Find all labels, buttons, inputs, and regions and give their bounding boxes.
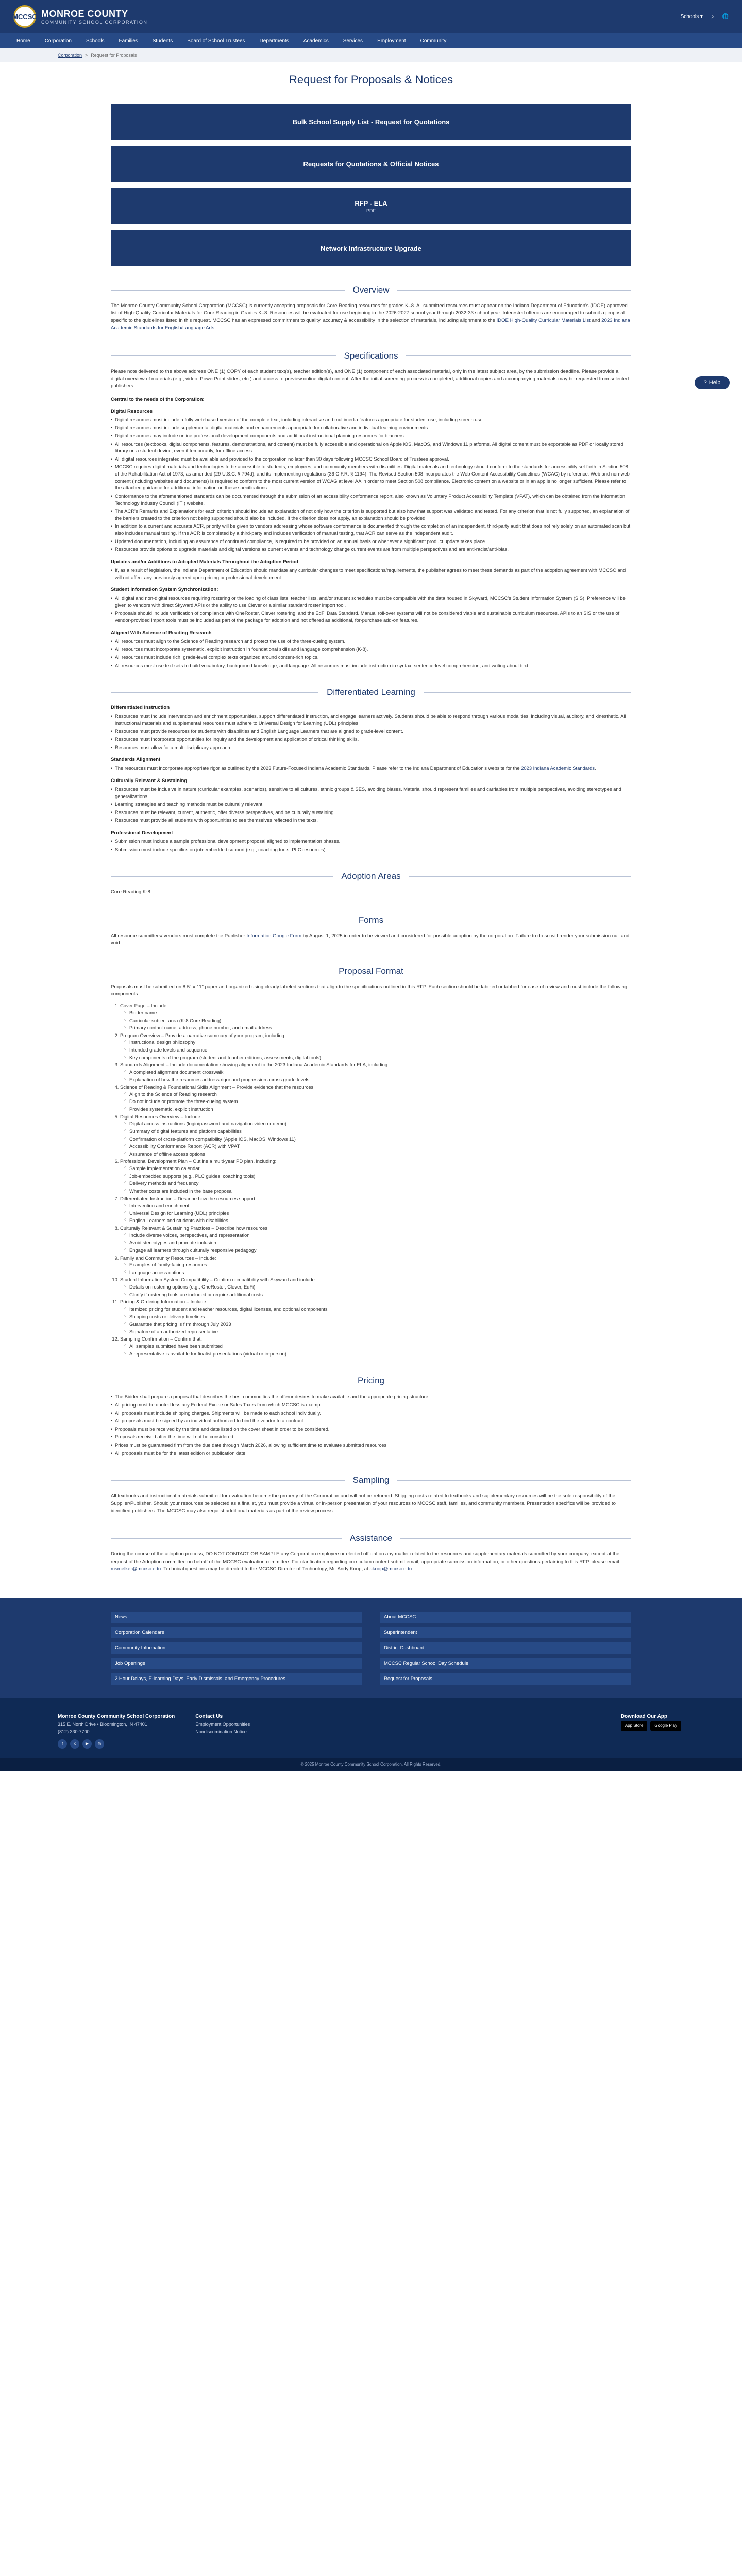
- list-item: • Submission must include specifics on job-embedded support (e.g., coaching tools, PLC resources).: [111, 846, 631, 853]
- cr-heading: Culturally Relevant & Sustaining: [111, 777, 188, 784]
- list-item: • Conformance to the aforementioned standards can be documented through the submission of an accessibility conformance report, also known as Voluntary Product Accessibility Template (VPAT), which can be obtained from the Information Technology Industry Council (ITI) website.: [111, 493, 631, 506]
- proposal-subitem: ○ Intended grade levels and sequence: [125, 1046, 631, 1054]
- digital-list: [111, 416, 631, 553]
- forms-text: All resource submitters/ vendors must complete the Publisher Information Google Form by August 1, 2025 in order to be viewed and considered for possible adoption by the corporation. Failure to do so will render your submission null and void.: [111, 933, 630, 946]
- proposal-subitem: ○ Avoid stereotypes and promote inclusion: [125, 1239, 631, 1246]
- google-play-button[interactable]: Google Play: [650, 1721, 681, 1732]
- twitter-icon[interactable]: x: [70, 1739, 79, 1749]
- footer-address: [58, 1713, 175, 1749]
- proposal-subitem: ○ Do not include or promote the three-cueing system: [125, 1098, 631, 1105]
- proposal-subitem: ○ Assurance of offline access options: [125, 1150, 631, 1158]
- sa-list: [111, 765, 631, 772]
- proposal-item-title: Sampling Confirmation – Confirm that:: [120, 1336, 202, 1342]
- assistance-text: During the course of the adoption process, DO NOT CONTACT OR SAMPLE any Corporation employee or elected official on any matter related to the resources and supplementary materials submitted by your company, except at the request of the Adoption committee on behalf of the MCCSC evaluation committee. For clarification regarding curriculum content submit email, appropriate submission information, or other questions pertaining to this RFP, please email msmelker@mccsc.edu. Technical questions may be directed to the MCCSC Director of Technology, Mr. Andy Koop, at akoop@mccsc.edu.: [111, 1551, 620, 1572]
- proposal-item-title: Pricing & Ordering Information – Include:: [120, 1299, 208, 1305]
- proposal-list: [120, 1002, 631, 1357]
- cr-list: [111, 786, 631, 824]
- card-title: Bulk School Supply List - Request for Quotations: [292, 117, 450, 126]
- proposal-subitem: ○ Clarify if rostering tools are included or require additional costs: [125, 1291, 631, 1298]
- nav-home[interactable]: Home: [16, 38, 30, 44]
- proposal-item: [120, 1158, 631, 1194]
- proposal-item-title: Cover Page – Include:: [120, 1003, 168, 1009]
- list-item: • Resources must be relevant, current, authentic, offer diverse perspectives, and be culturally sustaining.: [111, 809, 631, 816]
- specifications-text: Please note delivered to the above address ONE (1) COPY of each student text(s), teacher edition(s), and ONE (1) component of each associated material, only in the latest subject area, by the submission deadline. Please provide a digital overview of materials (e.g., video, PowerPoint slides, etc.) and access to preview online digital content. After the initial screening process is completed, additional copies and accompanying materials may be requested from selected publishers.: [111, 368, 629, 389]
- proposal-intro: Proposals must be submitted on 8.5" x 11" paper and organized using clearly labeled sections that align to the specifications outlined in this RFP. Each section should be labeled or tabbed for ease of review and must include the following components:: [111, 984, 628, 997]
- card-title: RFP - ELA: [355, 199, 387, 207]
- nav-departments[interactable]: Departments: [259, 38, 289, 44]
- social-links: [58, 1739, 175, 1749]
- proposal-item-title: Student Information System Compatibility – Confirm compatibility with Skyward and include:: [120, 1277, 316, 1283]
- proposal-subitem: ○ Intervention and enrichment: [125, 1202, 631, 1209]
- proposal-subitem: ○ Accessibility Conformance Report (ACR) with VPAT: [125, 1143, 631, 1150]
- footer-apps: [621, 1713, 684, 1749]
- proposal-subitem: ○ Provides systematic, explicit instruction: [125, 1106, 631, 1113]
- list-item: • All proposals must be for the latest edition or publication date.: [111, 1450, 631, 1457]
- footer-name: Monroe County Community School Corporation: [58, 1713, 175, 1719]
- breadcrumb-current: Request for Proposals: [91, 53, 137, 58]
- list-item: • Proposals should include verification of compliance with OneRoster, Clever rostering, and the EdFi Data Standard. Manual roll-over systems will not be considered viable and sustainable curriculum resources. APIs to an SIS or the use of vendor-provided import tools must be included as part of the package for adoption and not offered as additional, for-purchase add-on features.: [111, 609, 631, 623]
- section-title: Differentiated Learning: [327, 687, 415, 698]
- footer-phone[interactable]: (812) 330-7700: [58, 1729, 90, 1735]
- proposal-item: [120, 1032, 631, 1061]
- sampling-text: All textbooks and instructional materials submitted for evaluation become the property of the Corporation and will not be returned. Shipping costs related to textbooks and supplementary resources will be the sole responsibility of the Supplier/Publisher. Should your resources be selected as a finalist, you must provide a virtual or in-person presentation of your resources to MCCSC staff, families, and community members. Presentation specifics will be provided to identified publishers. The MCCSC may also request additional materials as part of the review process.: [111, 1493, 616, 1514]
- proposal-subitem: ○ Confirmation of cross-platform compatibility (Apple iOS, MacOS, Windows 11): [125, 1136, 631, 1143]
- breadcrumb-home[interactable]: Corporation: [58, 53, 82, 58]
- card-title: Requests for Quotations & Official Notices: [303, 160, 439, 168]
- quicklink-superintendent[interactable]: Superintendent: [380, 1627, 631, 1638]
- email-link-1[interactable]: msmelker@mccsc.edu: [111, 1566, 161, 1572]
- list-item: • Digital resources may include online professional development components and additional instructional planning resources for teachers.: [111, 432, 631, 439]
- nav-employment[interactable]: Employment: [377, 38, 406, 44]
- idoe-list-link[interactable]: IDOE High-Quality Curricular Materials List: [496, 317, 591, 324]
- quicklink-rfp[interactable]: Request for Proposals: [380, 1673, 631, 1685]
- site-header: [0, 0, 742, 33]
- proposal-subitem: ○ All samples submitted have been submitted: [125, 1343, 631, 1350]
- list-item: • Prices must be guaranteed firm from the due date through March 2026, allowing sufficient time to evaluate submitted resources.: [111, 1442, 631, 1449]
- quicklink-jobs[interactable]: Job Openings: [111, 1658, 362, 1669]
- list-item: • All pricing must be quoted less any Federal Excise or Sales Taxes from which MCCSC is exempt.: [111, 1401, 631, 1409]
- proposal-subitem: ○ Signature of an authorized representative: [125, 1328, 631, 1335]
- section-title: Overview: [352, 285, 390, 295]
- logo-subtitle: COMMUNITY SCHOOL CORPORATION: [41, 19, 148, 25]
- instagram-icon[interactable]: ◎: [95, 1739, 104, 1749]
- proposal-subitem: ○ Universal Design for Learning (UDL) principles: [125, 1210, 631, 1217]
- list-item: • All resources (textbooks, digital components, features, demonstrations, and content) must be fully accessible and operational on Apple iOS, MacOS, and Windows 11 platforms. All digital content must be exportable as PDF or locally stored library on a student device, even if temporarily, for offline access.: [111, 440, 631, 454]
- quicklink-community[interactable]: Community Information: [111, 1642, 362, 1654]
- proposal-item-title: Professional Development Plan – Outline a multi-year PD plan, including:: [120, 1158, 277, 1164]
- list-item: • All resources must use text sets to build vocabulary, background knowledge, and language. All resources must include instruction in syntax, sentence-level comprehension, and writing about text.: [111, 662, 631, 669]
- proposal-subitem: ○ Summary of digital features and platform capabilities: [125, 1128, 631, 1135]
- quicklink-calendars[interactable]: Corporation Calendars: [111, 1627, 362, 1638]
- logo-seal-icon: MCCSC: [13, 5, 36, 28]
- proposal-item-title: Family and Community Resources – Include:: [120, 1255, 216, 1261]
- nav-students[interactable]: Students: [152, 38, 173, 44]
- section-header-sampling: [111, 1475, 631, 1485]
- sis-heading: Student Information System Synchronization:: [111, 587, 218, 593]
- card-quotations[interactable]: [111, 146, 631, 182]
- main-nav: [0, 33, 742, 48]
- card-rfp-ela[interactable]: [111, 188, 631, 224]
- proposal-subitem: ○ Whether costs are included in the base proposal: [125, 1188, 631, 1195]
- quicklink-dashboard[interactable]: District Dashboard: [380, 1642, 631, 1654]
- proposal-subitem: ○ English Learners and students with disabilities: [125, 1217, 631, 1224]
- list-item: • Resources must provide all students with opportunities to see themselves reflected in the texts.: [111, 817, 631, 824]
- list-item: • Proposals must be received by the time and date listed on the cover sheet in order to be considered.: [111, 1426, 631, 1433]
- nav-families[interactable]: Families: [119, 38, 138, 44]
- section-title: Sampling: [352, 1475, 390, 1485]
- proposal-item: [120, 1113, 631, 1158]
- di-heading: Differentiated Instruction: [111, 705, 170, 711]
- list-item: • Resources must be inclusive in nature (curricular examples, scenarios), sensitive to all cultures, ethnic groups & SES, avoiding biases. Material should represent families and carriables from multiple perspectives, avoiding stereotypes and generalizations.: [111, 786, 631, 800]
- google-form-link[interactable]: Information Google Form: [246, 933, 302, 939]
- nav-academics[interactable]: Academics: [303, 38, 329, 44]
- updates-list: [111, 567, 631, 581]
- adoption-area: Core Reading K-8: [111, 889, 150, 895]
- list-item: • The resources must incorporate appropriate rigor as outlined by the 2023 Future-Focused Indiana Academic Standards. Please refer to the Indiana Department of Education's website for the 2023 Indiana Academic Standards.: [111, 765, 631, 772]
- proposal-subitem: ○ Language access options: [125, 1269, 631, 1276]
- academic-standards-link[interactable]: 2023 Indiana Academic Standards: [521, 765, 595, 771]
- proposal-subitem: ○ Examples of family-facing resources: [125, 1261, 631, 1268]
- nav-community[interactable]: Community: [420, 38, 447, 44]
- quicklink-delays[interactable]: 2 Hour Delays, E-learning Days, Early Dismissals, and Emergency Procedures: [111, 1673, 362, 1685]
- standards-link[interactable]: 2023 Indiana Academic Standards for English/Language Arts: [111, 317, 630, 331]
- proposal-item: [120, 1061, 631, 1083]
- breadcrumb-separator: >: [85, 53, 88, 58]
- proposal-item: [120, 1195, 631, 1225]
- proposal-subitem: ○ Instructional design philosophy: [125, 1039, 631, 1046]
- site-logo[interactable]: [13, 5, 147, 28]
- main-content: [111, 73, 631, 1573]
- updates-heading: Updates and/or Additions to Adopted Materials Throughout the Adoption Period: [111, 558, 299, 565]
- copyright: © 2025 Monroe County Community School Corporation. All Rights Reserved.: [0, 1758, 742, 1771]
- aligned-list: [111, 638, 631, 669]
- logo-name: MONROE COUNTY: [41, 8, 128, 19]
- proposal-item-title: Differentiated Instruction – Describe how the resources support:: [120, 1195, 257, 1201]
- email-link-2[interactable]: akoop@mccsc.edu: [369, 1566, 412, 1572]
- help-button[interactable]: [695, 376, 730, 389]
- section-header-adoption: [111, 871, 631, 882]
- nav-schools[interactable]: Schools: [86, 38, 105, 44]
- proposal-subitem: ○ Engage all learners through culturally responsive pedagogy: [125, 1247, 631, 1254]
- section-title: Specifications: [344, 350, 398, 361]
- digital-heading: Digital Resources: [111, 408, 153, 414]
- facebook-icon[interactable]: f: [58, 1739, 67, 1749]
- proposal-item-title: Digital Resources Overview – Include:: [120, 1113, 202, 1120]
- breadcrumb: [0, 48, 742, 62]
- proposal-item: [120, 1276, 631, 1298]
- proposal-subitem: ○ Guarantee that pricing is firm through July 2033: [125, 1320, 631, 1328]
- schools-dropdown[interactable]: Schools ▾: [680, 13, 703, 20]
- list-item: • The Bidder shall prepare a proposal that describes the best commodities the offeror desires to make available and the appropriate pricing structure.: [111, 1393, 631, 1400]
- quick-links: [0, 1598, 742, 1698]
- proposal-item-title: Science of Reading & Foundational Skills Alignment – Provide evidence that the resources:: [120, 1084, 315, 1090]
- proposal-subitem: ○ Key components of the program (student and teacher editions, assessments, digital tools): [125, 1054, 631, 1061]
- footer-nondiscrimination[interactable]: Nondiscrimination Notice: [195, 1729, 247, 1735]
- site-footer: [0, 1698, 742, 1758]
- proposal-item: [120, 1255, 631, 1276]
- di-list: [111, 713, 631, 751]
- proposal-subitem: ○ Explanation of how the resources address rigor and progression across grade levels: [125, 1076, 631, 1083]
- list-item: • Resources must incorporate opportunities for inquiry and the development and application of critical thinking skills.: [111, 736, 631, 743]
- list-item: • Digital resources must include a fully web-based version of the complete text, including interactive and multimedia features appropriate for student use, including screen use.: [111, 416, 631, 423]
- proposal-subitem: ○ Job-embedded supports (e.g., PLC guides, coaching tools): [125, 1173, 631, 1180]
- overview-text: The Monroe County Community School Corporation (MCCSC) is currently accepting proposals for Core Reading resources for grades K–8. All submitted resources must appear on the Indiana Department of Education's (IDOE) approved list of High-Quality Curricular Materials for Core Reading in Grades K–8. Resources will be evaluated for use beginning in the 2026-2027 school year through 2032-33 school year. Interested offerors are encouraged to submit a proposal specific to the guidelines listed in this request. MCCSC has an expressed commitment to quality, accuracy & accessibility in the selection of materials, including alignment to the IDOE High-Quality Curricular Materials List and 2023 Indiana Academic Standards for English/Language Arts.: [111, 303, 630, 331]
- proposal-subitem: ○ Shipping costs or delivery timelines: [125, 1313, 631, 1320]
- section-title: Forms: [358, 914, 384, 925]
- list-item: • All resources must align to the Science of Reading research and protect the use of the three-cueing system.: [111, 638, 631, 645]
- section-header-proposal: [111, 966, 631, 976]
- section-title: Proposal Format: [339, 965, 403, 976]
- nav-corporation[interactable]: Corporation: [44, 38, 72, 44]
- quicklink-schedule[interactable]: MCCSC Regular School Day Schedule: [380, 1658, 631, 1669]
- list-item: • All digital resources integrated must be available and provided to the corporation no later than 30 days following MCCSC School Board of Trustees approval.: [111, 455, 631, 463]
- list-item: • All proposals must be signed by an individual authorized to bind the vendor to a contract.: [111, 1417, 631, 1425]
- sa-heading: Standards Alignment: [111, 757, 161, 763]
- section-header-pricing: [111, 1376, 631, 1386]
- section-title: Assistance: [349, 1533, 393, 1544]
- proposal-subitem: ○ Primary contact name, address, phone number, and email address: [125, 1024, 631, 1031]
- pd-heading: Professional Development: [111, 830, 173, 836]
- youtube-icon[interactable]: ▶: [82, 1739, 92, 1749]
- list-item: • The ACR's Remarks and Explanations for each criterion should include an explanation of not only how the criterion is supported but also how that support was validated and tested. For any criterion that is not fully supported, an explanation of the barriers created to the criterion not being supported should also be included. If the criterion does not apply, an explanation should be provided.: [111, 507, 631, 521]
- proposal-subitem: ○ Details on rostering options (e.g., OneRoster, Clever, EdFi): [125, 1283, 631, 1291]
- list-item: • MCCSC requires digital materials and technologies to be accessible to students, employees, and community members with disabilities. Digital materials and technology should conform to the standards for accessibility set forth in Section 508 of the Rehabilitation Act of 1973, as amended (29 U.S.C. § 794d), and its implementing regulations (36 C.F.R. § 1194). The Revised Section 508 incorporates the Web Content Accessibility Guidelines (WCAG) by reference. Web and non-web content (including websites and documents) is required to conform to the most current version of WCAG at level AA in order to meet Section 508 compliance. Electronic content on a website or in an app is no longer sufficient. Please refer to the attached guidance for additional information on these specifications.: [111, 463, 631, 492]
- list-item: • Digital resources must include supplemental digital materials and enhancements appropriate for collaborative and individual learning environments.: [111, 424, 631, 431]
- quicklink-news[interactable]: News: [111, 1612, 362, 1623]
- card-bulk-supply[interactable]: [111, 104, 631, 140]
- proposal-item: [120, 1335, 631, 1357]
- list-item: • All digital and non-digital resources requiring rostering or the loading of class lists, teacher lists, and/or student schedules must be compatible with the data housed in Skyward, MCCSC's Student Information System (SIS). Preference will be given to vendors with direct Skyward APIs or the ability to use Clever or a similar standard roster import tool.: [111, 595, 631, 608]
- proposal-subitem: ○ Delivery methods and frequency: [125, 1180, 631, 1187]
- proposal-item: [120, 1225, 631, 1254]
- list-item: • All resources must include rich, grade-level complex texts organized around content-rich topics.: [111, 654, 631, 661]
- card-network[interactable]: [111, 230, 631, 266]
- list-item: • All resources must incorporate systematic, explicit instruction in foundational skills and language comprehension (K-8).: [111, 646, 631, 653]
- translate-icon[interactable]: 🌐: [722, 13, 729, 20]
- nav-board[interactable]: Board of School Trustees: [187, 38, 245, 44]
- proposal-item-title: Standards Alignment – Include documentation showing alignment to the 2023 Indiana Academic Standards for ELA, including:: [120, 1062, 389, 1068]
- proposal-item: [120, 1083, 631, 1113]
- footer-employment[interactable]: Employment Opportunities: [195, 1721, 250, 1727]
- proposal-subitem: ○ Include diverse voices, perspectives, and representation: [125, 1232, 631, 1239]
- list-item: • Learning strategies and teaching methods must be culturally relevant.: [111, 801, 631, 808]
- section-title: Pricing: [358, 1376, 384, 1386]
- list-item: • Updated documentation, including an assurance of continued compliance, is required to be provided on an annual basis or whenever a significant product update takes place.: [111, 538, 631, 545]
- proposal-subitem: ○ Itemized pricing for student and teacher resources, digital licenses, and optional components: [125, 1306, 631, 1313]
- proposal-item-title: Culturally Relevant & Sustaining Practices – Describe how resources:: [120, 1225, 269, 1231]
- pd-list: [111, 838, 631, 853]
- list-item: • In addition to a current and accurate ACR, priority will be given to vendors addressing whose software conformance is documented through the completion of an independent, third-party audit that does not rely solely on an automated scan but also includes manual testing. If the ACR is completed by a third-party and includes verification of manual testing, that ACR can serve as the independent audit.: [111, 522, 631, 536]
- section-header-overview: [111, 285, 631, 295]
- central-heading: Central to the needs of the Corporation:: [111, 396, 205, 402]
- proposal-subitem: ○ Bidder name: [125, 1009, 631, 1016]
- help-icon: ?: [703, 380, 707, 386]
- proposal-subitem: ○ Align to the Science of Reading research: [125, 1091, 631, 1098]
- list-item: • All proposals must include shipping charges. Shipments will be made to each school individually.: [111, 1410, 631, 1417]
- proposal-subitem: ○ A completed alignment document crosswalk: [125, 1069, 631, 1076]
- proposal-item: [120, 1002, 631, 1031]
- footer-links: [195, 1713, 250, 1749]
- proposal-item: [120, 1298, 631, 1335]
- list-item: • Submission must include a sample professional development proposal aligned to implementation phases.: [111, 838, 631, 845]
- proposal-subitem: ○ Digital access instructions (login/password and navigation video or demo): [125, 1120, 631, 1127]
- app-store-button[interactable]: App Store: [621, 1721, 648, 1732]
- section-title: Adoption Areas: [341, 871, 401, 882]
- list-item: • If, as a result of legislation, the Indiana Department of Education should mandate any curricular changes to meet specifications/requirements, the publisher agrees to meet these demands as part of the adoption agreement with MCCSC and will not affect any previously agreed upon pricing or professional development.: [111, 567, 631, 581]
- proposal-subitem: ○ Sample implementation calendar: [125, 1165, 631, 1172]
- help-label: Help: [709, 380, 721, 386]
- pricing-list: [111, 1393, 631, 1456]
- list-item: • Resources must provide resources for students with disabilities and English Language Learners that are aligned to grade-level content.: [111, 727, 631, 735]
- footer-contact[interactable]: Contact Us: [195, 1713, 223, 1719]
- aligned-heading: Aligned With Science of Reading Research: [111, 630, 212, 636]
- card-title: Network Infrastructure Upgrade: [321, 244, 421, 252]
- proposal-subitem: ○ A representative is available for finalist presentations (virtual or in-person): [125, 1350, 631, 1358]
- list-item: • Proposals received after the time will not be considered.: [111, 1433, 631, 1440]
- section-header-forms: [111, 915, 631, 925]
- search-icon[interactable]: ⌕: [711, 13, 714, 20]
- card-subtitle: PDF: [366, 208, 376, 213]
- section-header-assistance: [111, 1533, 631, 1544]
- proposal-subitem: ○ Curricular subject area (K-8 Core Reading): [125, 1017, 631, 1024]
- sis-list: [111, 595, 631, 624]
- section-header-differentiated: [111, 687, 631, 698]
- quicklink-about[interactable]: About MCCSC: [380, 1612, 631, 1623]
- list-item: • Resources provide options to upgrade materials and digital versions as current events and technology change current events are from multiple perspectives and are anti-racist/anti-bias.: [111, 546, 631, 553]
- proposal-item-title: Program Overview – Provide a narrative summary of your program, including:: [120, 1032, 286, 1038]
- nav-services[interactable]: Services: [343, 38, 363, 44]
- list-item: • Resources must allow for a multidisciplinary approach.: [111, 744, 631, 751]
- list-item: • Resources must include intervention and enrichment opportunities, support differentiated instruction, and engage learners actively. Students should be able to respond through various modalities, including visual, auditory, and kinesthetic. All instructional materials and supplemental resources must adhere to Universal Design for Learning (UDL) principles.: [111, 713, 631, 726]
- footer-addr: 315 E. North Drive • Bloomington, IN 47401: [58, 1721, 147, 1727]
- page-title: Request for Proposals & Notices: [289, 73, 453, 86]
- section-header-specifications: [111, 351, 631, 361]
- footer-app-title: Download Our App: [620, 1713, 668, 1719]
